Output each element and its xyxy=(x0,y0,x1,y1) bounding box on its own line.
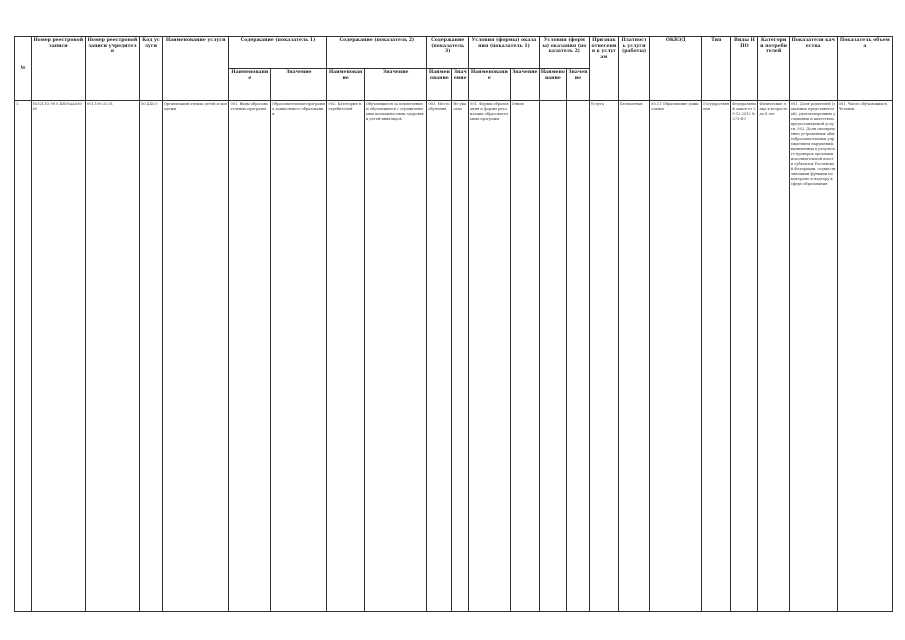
sub-header-c1-value: Значение xyxy=(271,69,327,101)
cell-rendered-to: Бесплатная xyxy=(618,101,649,612)
cell-code: 50.Д45.0 xyxy=(139,101,162,612)
cell-cond1-value: Очная xyxy=(510,101,539,612)
cell-sign: Услуга xyxy=(589,101,618,612)
sub-header-c3-name: Наименование xyxy=(427,69,452,101)
cell-cond2-name xyxy=(539,101,566,612)
col-header-category: Категории потребителей xyxy=(758,37,789,101)
cell-c2-name: 002. Категория потребителей xyxy=(327,101,364,612)
col-header-okved: ОКВЭД xyxy=(650,37,702,101)
registry-sheet xyxy=(14,36,893,612)
sub-header-cond2-name: Наименование xyxy=(539,69,566,101)
col-header-content3: Содержание (показатель 3) xyxy=(427,37,469,69)
col-header-volume: Показатель объема xyxy=(837,37,892,101)
sub-header-c1-name: Наименование xyxy=(229,69,271,101)
sub-header-c2-name: Наименование xyxy=(327,69,364,101)
cell-service-name: Организация отдыха детей и молодежи xyxy=(162,101,229,612)
cell-quality: 001. Доля родителей (законных представителей), удовлетворенных условиями и качеством предоставляемой услуги. 002. Доля своевременно устраненных общеобразовательным учреждением нарушений, выявленных в результате проверок органами исполнительной власти субъектов Российской Федерации, осуществляющими функции по контролю и надзору в сфере образования xyxy=(789,101,837,612)
cell-cond1-name: 001. Формы образования и формы реализации образовательных программ xyxy=(469,101,511,612)
col-header-service-name: Наименование услуги xyxy=(162,37,229,101)
cell-c3-value: Не указано xyxy=(452,101,469,612)
cell-volume: 001. Число обучающихся, Человек xyxy=(837,101,892,612)
col-header-cond2: Условия (формы) оказания (показатель 2) xyxy=(539,37,589,69)
col-header-quality: Показатели качества xyxy=(789,37,837,101)
cell-category: Физические лица в возрасте до 8 лет xyxy=(758,101,789,612)
table-row xyxy=(15,101,893,612)
cell-type: Государственная xyxy=(702,101,731,612)
col-header-content1: Содержание (показатель 1) xyxy=(229,37,327,69)
cell-c1-name: 001. Виды образовательных программ xyxy=(229,101,271,612)
sub-header-c2-value: Значение xyxy=(364,69,427,101)
col-header-content2: Содержание (показатель 2) xyxy=(327,37,427,69)
cell-c3-name: 003. Место обучения xyxy=(427,101,452,612)
cell-okved: 85.11 Образование дошкольное xyxy=(650,101,702,612)
cell-cond2-value xyxy=(566,101,589,612)
col-header-type: Тип xyxy=(702,37,731,101)
sub-header-cond2-value: Значение xyxy=(566,69,589,101)
col-header-reg-number: Номер реестровой записи xyxy=(31,37,85,101)
cell-npa: Федеральный закон от 29.12.2012 № 273-ФЗ xyxy=(731,101,758,612)
registry-table xyxy=(14,36,893,612)
col-header-reg-number-org: Номер реестровой записи учредителя xyxy=(85,37,139,101)
cell-c1-value: Образовательная программа дошкольного образования xyxy=(271,101,327,612)
col-header-sign: Признак отнесения к услугам xyxy=(589,37,618,101)
cell-reg-number: 853211О.99.0.БВ19АА56000 xyxy=(31,101,85,612)
col-header-no: № xyxy=(15,37,32,101)
col-header-npa: Виды НПО xyxy=(731,37,758,101)
sub-header-cond1-value: Значение xyxy=(510,69,539,101)
header-row-1 xyxy=(15,37,893,69)
sub-header-cond1-name: Наименование xyxy=(469,69,511,101)
cell-c2-value: Обучающиеся за исключением обучающихся с ограниченными возможностями здоровья и детей-инвалидов xyxy=(364,101,427,612)
sub-header-c3-value: Значение xyxy=(452,69,469,101)
cell-no: 1. xyxy=(15,101,32,612)
col-header-cond1: Условия (формы) оказания (показатель 1) xyxy=(469,37,540,69)
col-header-code: Код услуги xyxy=(139,37,162,101)
col-header-rendered-to: Платность услуги (работы) xyxy=(618,37,649,101)
cell-reg-number-org: 001.190.32.01 xyxy=(85,101,139,612)
